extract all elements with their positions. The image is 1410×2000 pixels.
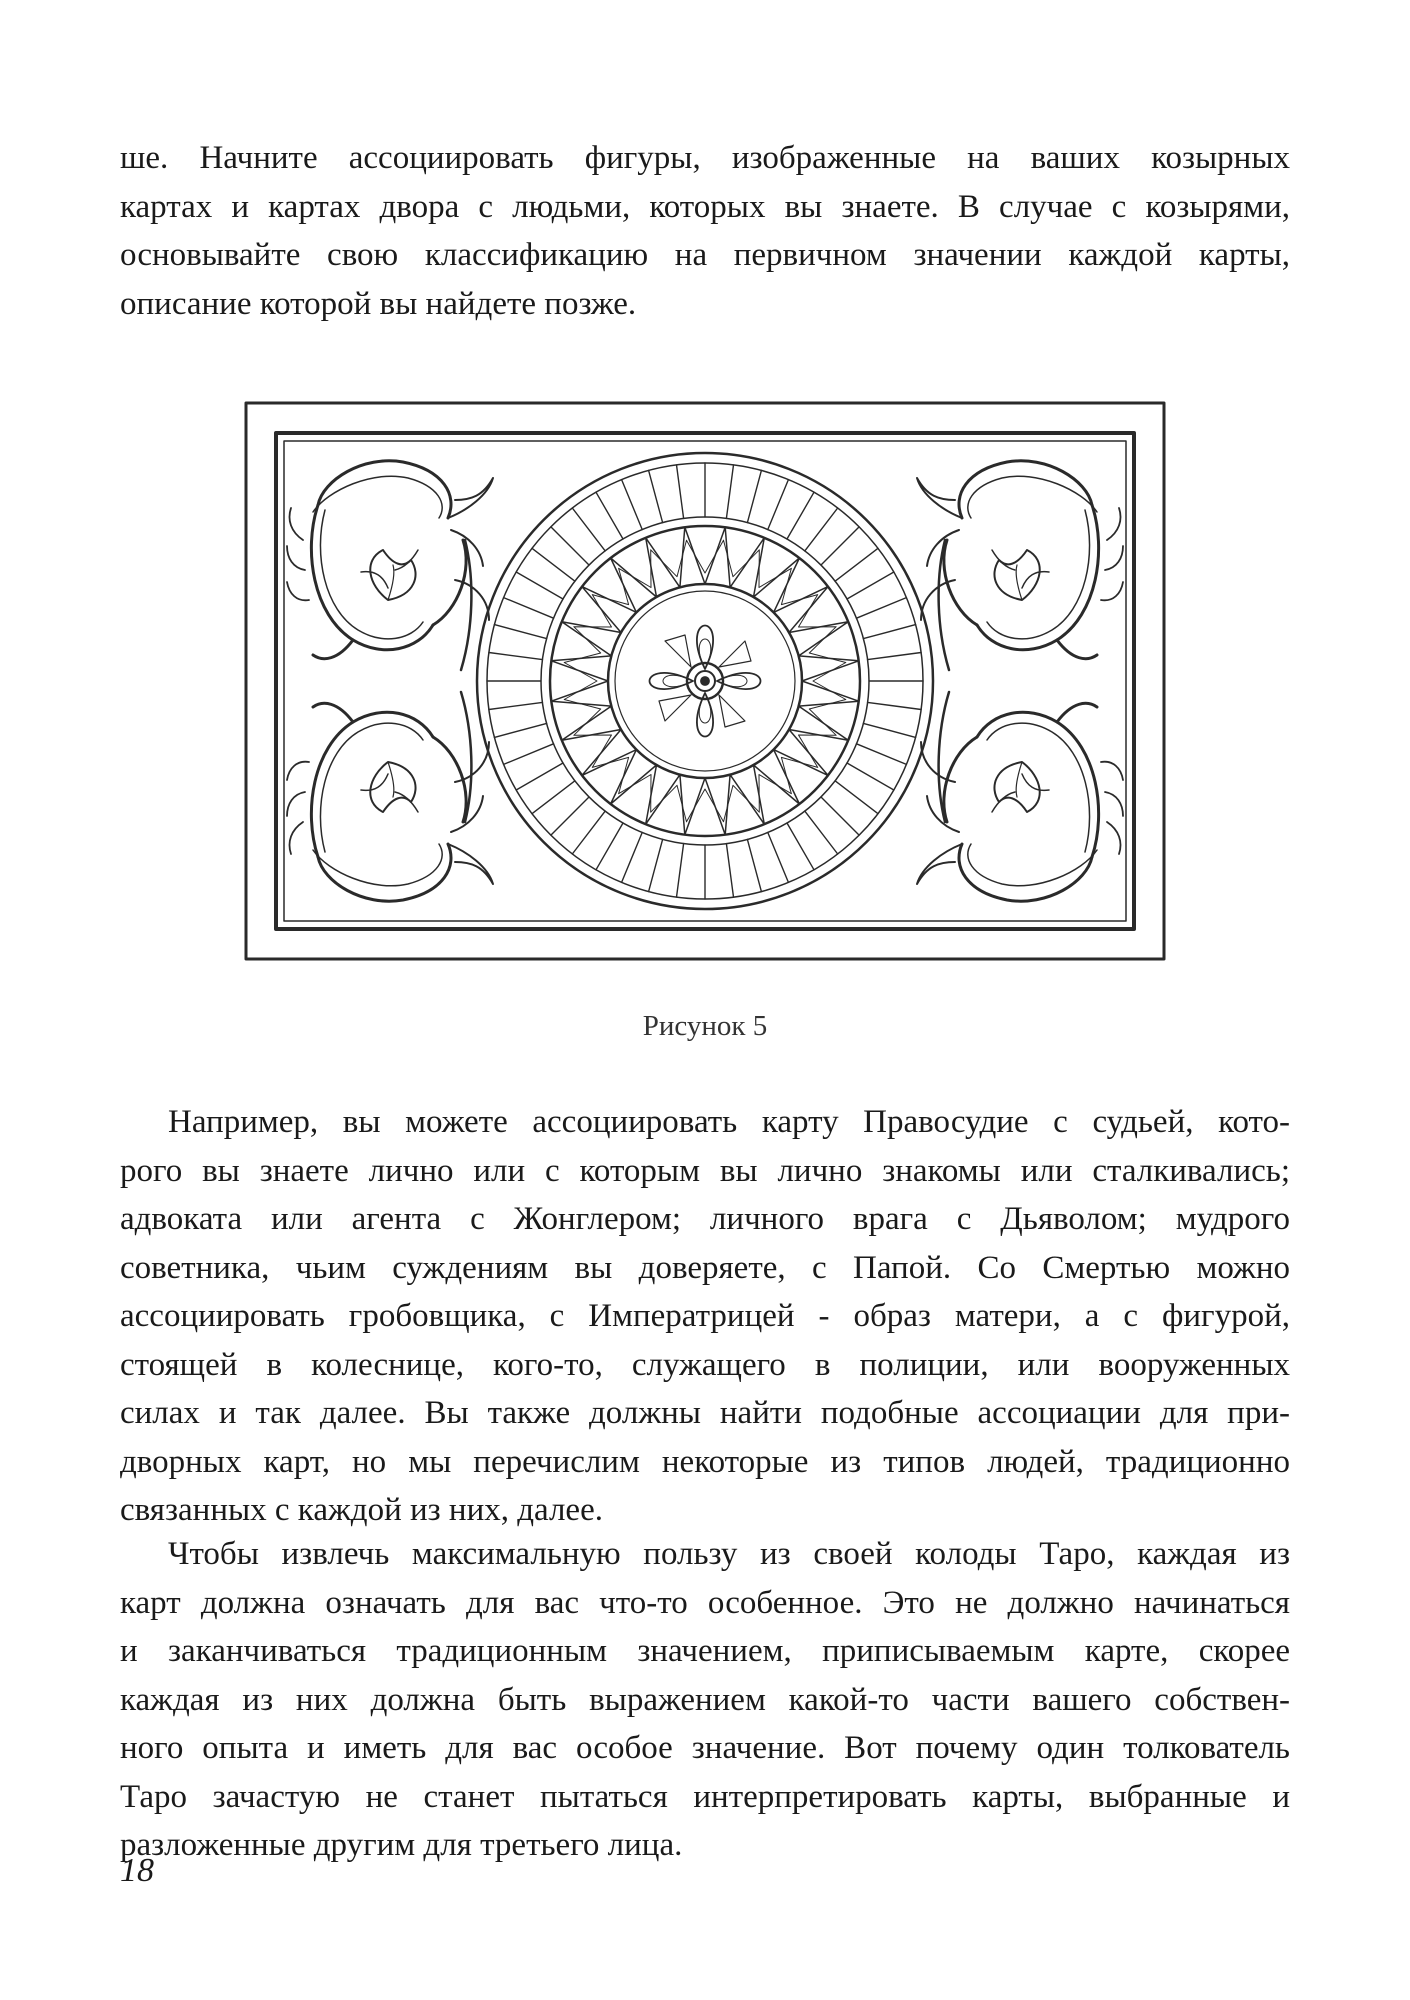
text-line: связанных с каждой из них, далее.	[120, 1492, 603, 1528]
paragraph-3	[120, 1530, 1290, 1870]
text-line: ше. Начните ассоциировать фигуры, изображенные на ваших козырных	[120, 140, 1290, 176]
text-line: основывайте свою классификацию на первичном значении каждой карты,	[120, 237, 1290, 273]
text-line: Чтобы извлечь максимальную пользу из своей колоды Таро, каждая из	[168, 1536, 1290, 1572]
paragraph-2	[120, 1098, 1290, 1535]
text-line: каждая из них должна быть выражением какой-то части вашего собствен-	[120, 1681, 1290, 1718]
text-line: карт должна означать для вас что-то особенное. Это не должно начинаться	[120, 1584, 1290, 1621]
text-line: Например, вы можете ассоциировать карту Правосудие с судьей, кото-	[168, 1104, 1290, 1140]
text-line: разложенные другим для третьего лица.	[120, 1827, 683, 1863]
text-line: дворных карт, но мы перечислим некоторые из типов людей, традиционно	[120, 1443, 1290, 1480]
ornamental-card-back-illustration	[243, 400, 1167, 962]
text-line: Таро зачастую не станет пытаться интерпретировать карты, выбранные и	[120, 1778, 1290, 1815]
text-line: советника, чьим суждениям вы доверяете, с Папой. Со Смертью можно	[120, 1249, 1290, 1286]
text-line: и заканчиваться традиционным значением, приписываемым карте, скорее	[120, 1633, 1290, 1669]
text-line: силах и так далее. Вы также должны найти подобные ассоциации для при-	[120, 1395, 1290, 1431]
text-line: адвоката или агента с Жонглером; личного врага с Дьяволом; мудрого	[120, 1201, 1290, 1237]
text-line: описание которой вы найдете позже.	[120, 285, 637, 322]
page-number: 18	[120, 1852, 154, 1889]
text-line: картах и картах двора с людьми, которых вы знаете. В случае с козырями,	[120, 188, 1290, 225]
text-line: рого вы знаете лично или с которым вы лично знакомы или сталкивались;	[120, 1152, 1290, 1189]
text-line: ного опыта и иметь для вас особое значение. Вот почему один толкователь	[120, 1730, 1290, 1766]
figure-caption: Рисунок 5	[642, 1010, 768, 1042]
text-line: стоящей в колеснице, кого-то, служащего в полиции, или вооруженных	[120, 1346, 1290, 1383]
text-line: ассоциировать гробовщика, с Императрицей - образ матери, а с фигурой,	[120, 1298, 1290, 1334]
paragraph-1	[120, 134, 1290, 328]
